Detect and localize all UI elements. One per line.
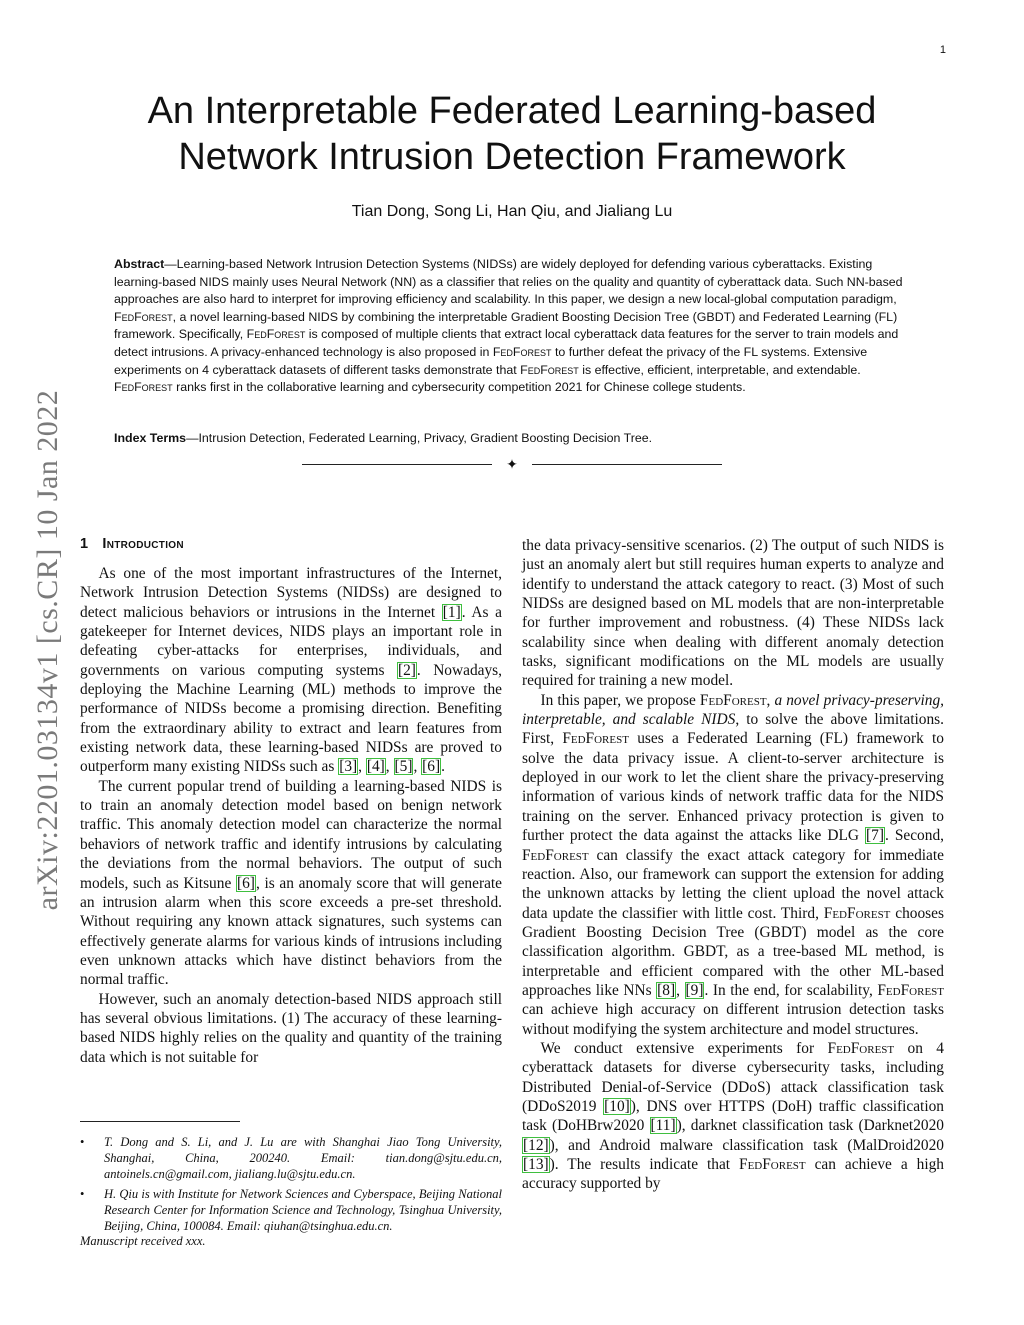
abstract [114,256,906,397]
abstract-text: , a novel learning-based NIDS by combining the interpretable Gradient Boosting Decision Tree (GBDT) and Federated Learning (FL) framework. Specifically, [114,309,898,342]
citation-link[interactable]: [6] [422,758,441,776]
body-text: can achieve a high accuracy supported by [522,1156,944,1193]
footnote-text: H. Qiu is with Institute for Network Sciences and Cyberspace, Beijing National Research Center for Information Science and Technology, Tsinghua University, Beijing, China, 100084. Email: qiuhan@tsinghua.edu.cn. [104,1187,502,1233]
left-column [80,564,502,1067]
abstract-text: to further defeat the privacy of the FL systems. Extensive experiments on 4 cyberattack datasets of different tasks demonstrate that [114,344,868,377]
bullet-icon: • [80,1187,85,1201]
system-name: FedForest [827,1039,895,1057]
abstract-text: ranks first in the collaborative learning and cybersecurity competition 2021 for Chinese college students. [172,380,746,395]
body-text: ), DNS over HTTPS (DoH) traffic classification task (DoHBrw2020 [522,1097,944,1135]
abstract-text: is effective, efficient, interpretable, and extendable. [578,362,861,377]
paragraph: However, such an anomaly detection-based NIDS approach still has several obvious limitations. (1) The accuracy of these learning-based NIDS highly relies on the quality and quantity of the training data which is not suitable for [80,990,502,1066]
body-text: , [766,691,775,709]
emphasis-text: a novel privacy-preserving, interpretable, and scalable NIDS [522,691,944,729]
diamond-star-icon: ✦ [506,457,518,473]
body-text: . [441,758,445,776]
citation-link[interactable]: [2] [397,661,416,679]
body-text: , [385,758,394,776]
system-name: FedForest [114,380,173,395]
abstract-label: Abstract [114,257,165,271]
body-text: . Nowadays, deploying the Machine Learning (ML) methods to improve the performance of NIDSs become a promising direction. Benefiting from the extraordinary ability to extract and learn features from existing network data, these learning-based NIDSs are proved to outperform many existing NIDSs such as [80,661,503,776]
citation-link[interactable]: [5] [394,758,413,776]
paragraph [522,1039,944,1194]
citation-link[interactable]: [12] [523,1136,549,1154]
title-line-2: Network Intrusion Detection Framework [178,136,846,179]
system-name: FedForest [492,344,552,359]
system-name: FedForest [739,1156,806,1173]
body-text: uses a Federated Learning (FL) framework to solve the data privacy issue. A client-to-server architecture is deployed in our work to let the client share the privacy-preserving information of various kinds of network traffic data for the NIDS training on the server. Enhanced privacy protection is given to further protect the data against the attacks like DLG [522,730,944,845]
section-number: 1 [80,536,89,552]
paragraph: the data privacy-sensitive scenarios. (2) The output of such NIDS is just an anomaly alert but still requires human experts to analyze and identify to understand the attack category to react. (3) Most of such NIDSs are designed based on ML models that are non-interpretable for further improvement and robustness. (4) These NIDSs lack scalability since when dealing with different anomaly detection tasks, significant modifications on the ML models are usually required for training a new model. [522,537,944,690]
body-text: , is an anomaly score that will generate an intrusion alarm when this score exceeds a pre-set threshold. Without requiring any known attack signatures, such systems can effectively generate alarms for various kinds of intrusions including even unknown attacks which have distinct behaviors from the normal traffic. [80,874,503,989]
system-name: FedForest [246,327,306,342]
citation-link[interactable]: [13] [523,1156,549,1173]
body-text: , [676,981,685,999]
arxiv-identifier-stamp[interactable]: arXiv:2201.03134v1 [cs.CR] 10 Jan 2022 [31,389,64,911]
system-name: FedForest [823,904,891,922]
system-name: FedForest [699,691,767,709]
section-divider [302,456,722,474]
abstract-text: —Learning-based Network Intrusion Detection Systems (NIDSs) are widely deployed for defending various cyberattacks. Existing learning-based NIDS mainly uses Neural Network (NN) as a classifier that relies on the quality and quantity of cyberattack data. Such NN-based approaches are also hard to interpret for improving efficiency and scalability. In this paper, we design a new local-global computation paradigm, [114,257,903,307]
system-name: FedForest [114,309,173,324]
footnote-list [80,1134,502,1238]
body-text: on 4 cyberattack datasets for diverse cybersecurity tasks, including Distributed Denial-of-Service (DDoS) attack classification task (DDoS2019 [522,1039,944,1115]
divider-rule-left [302,464,492,465]
body-text: In this paper, we propose [540,691,700,709]
body-text: ), and Android malware classification task (MalDroid2020 [549,1136,944,1154]
index-terms [114,430,906,447]
body-text: We conduct extensive experiments for [540,1039,828,1057]
author-list: Tian Dong, Song Li, Han Qiu, and Jialiang Lu [351,203,673,220]
paragraph [522,691,944,1039]
index-terms-label: Index Terms [114,431,187,445]
divider-rule-right [532,464,722,465]
citation-link[interactable]: [3] [339,758,358,776]
citation-link[interactable]: [8] [657,981,676,999]
system-name: FedForest [522,846,589,864]
body-text: ), darknet classification task (Darknet2020 [676,1117,944,1135]
citation-link[interactable]: [4] [366,758,385,776]
body-text: . In the end, for scalability, [704,981,878,999]
body-text: . As a gatekeeper for Internet devices, NIDS plays an important role in defeating cyber-attacks for enterprises, individuals, and governments on various computing systems [80,603,502,679]
abstract-text: is composed of multiple clients that extract local cyberattack data features for the server to train models and detect intrusions. A privacy-enhanced technology is also proposed in [114,327,899,359]
paragraph [80,564,502,777]
citation-link[interactable]: [10] [604,1097,630,1115]
title-line-1: An Interpretable Federated Learning-based [147,90,877,132]
body-text: can classify the exact attack category for immediate reaction. Also, our framework can support the extension for adding the unknown attacks by letting the client upload the novel attack data update the classifier with little cost. Third, [522,846,944,922]
citation-link[interactable]: [6] [236,874,255,892]
page-number: 1 [939,44,946,56]
citation-link[interactable]: [1] [442,603,461,621]
index-terms-text: —Intrusion Detection, Federated Learning, Privacy, Gradient Boosting Decision Tree. [186,431,653,445]
right-column [522,536,944,1194]
body-text: , to solve the above limitations. First, [522,711,945,748]
body-text: , [358,758,366,776]
citation-link[interactable]: [11] [650,1117,676,1135]
section-title: Introduction [102,536,184,552]
body-text: The current popular trend of building a learning-based NIDS is to train an anomaly detection model based on benign network traffic. This anomaly detection model can characterize the normal behaviors of network traffic and identify intrusions by calculating the deviations from the normal behaviors. The output of such models, such as Kitsune [80,777,502,892]
footnote-affiliation-tsinghua [80,1186,502,1234]
system-name: FedForest [877,981,944,999]
body-text: can achieve high accuracy on different intrusion detection tasks without modifying the system architecture and model structures. [522,1001,944,1038]
system-name: FedForest [520,362,579,377]
footnote-text: T. Dong and S. Li, and J. Lu are with Shanghai Jiao Tong University, Shanghai, China, 200240. Email: tian.dong@sjtu.edu.cn, antoinels.cn@gmail.com, jialiang.lu@sjtu.edu.cn. [104,1135,502,1181]
body-text: ). The results indicate that [549,1156,740,1173]
citation-link[interactable]: [9] [685,981,704,999]
body-text: As one of the most important infrastructures of the Internet, Network Intrusion Detection Systems (NIDSs) are designed to detect malicious behaviors or intrusions in the Internet [80,565,502,621]
section-heading-introduction [80,536,502,552]
footnote-rule [80,1121,240,1122]
paragraph [80,777,502,990]
manuscript-note: Manuscript received xxx. [80,1234,206,1248]
body-text: chooses Gradient Boosting Decision Tree (GBDT) model as the core classification algorithm. GBDT, as a tree-based ML method, is interpretable and efficient compared with the other ML-based approaches like NNs [522,904,944,999]
footnote-affiliation-sjtu [80,1134,502,1182]
citation-link[interactable]: [7] [866,827,884,845]
bullet-icon: • [80,1135,85,1149]
body-text: , [413,758,422,776]
body-text: . Second, [884,827,944,845]
system-name: FedForest [562,730,629,748]
paper-title [80,88,944,181]
